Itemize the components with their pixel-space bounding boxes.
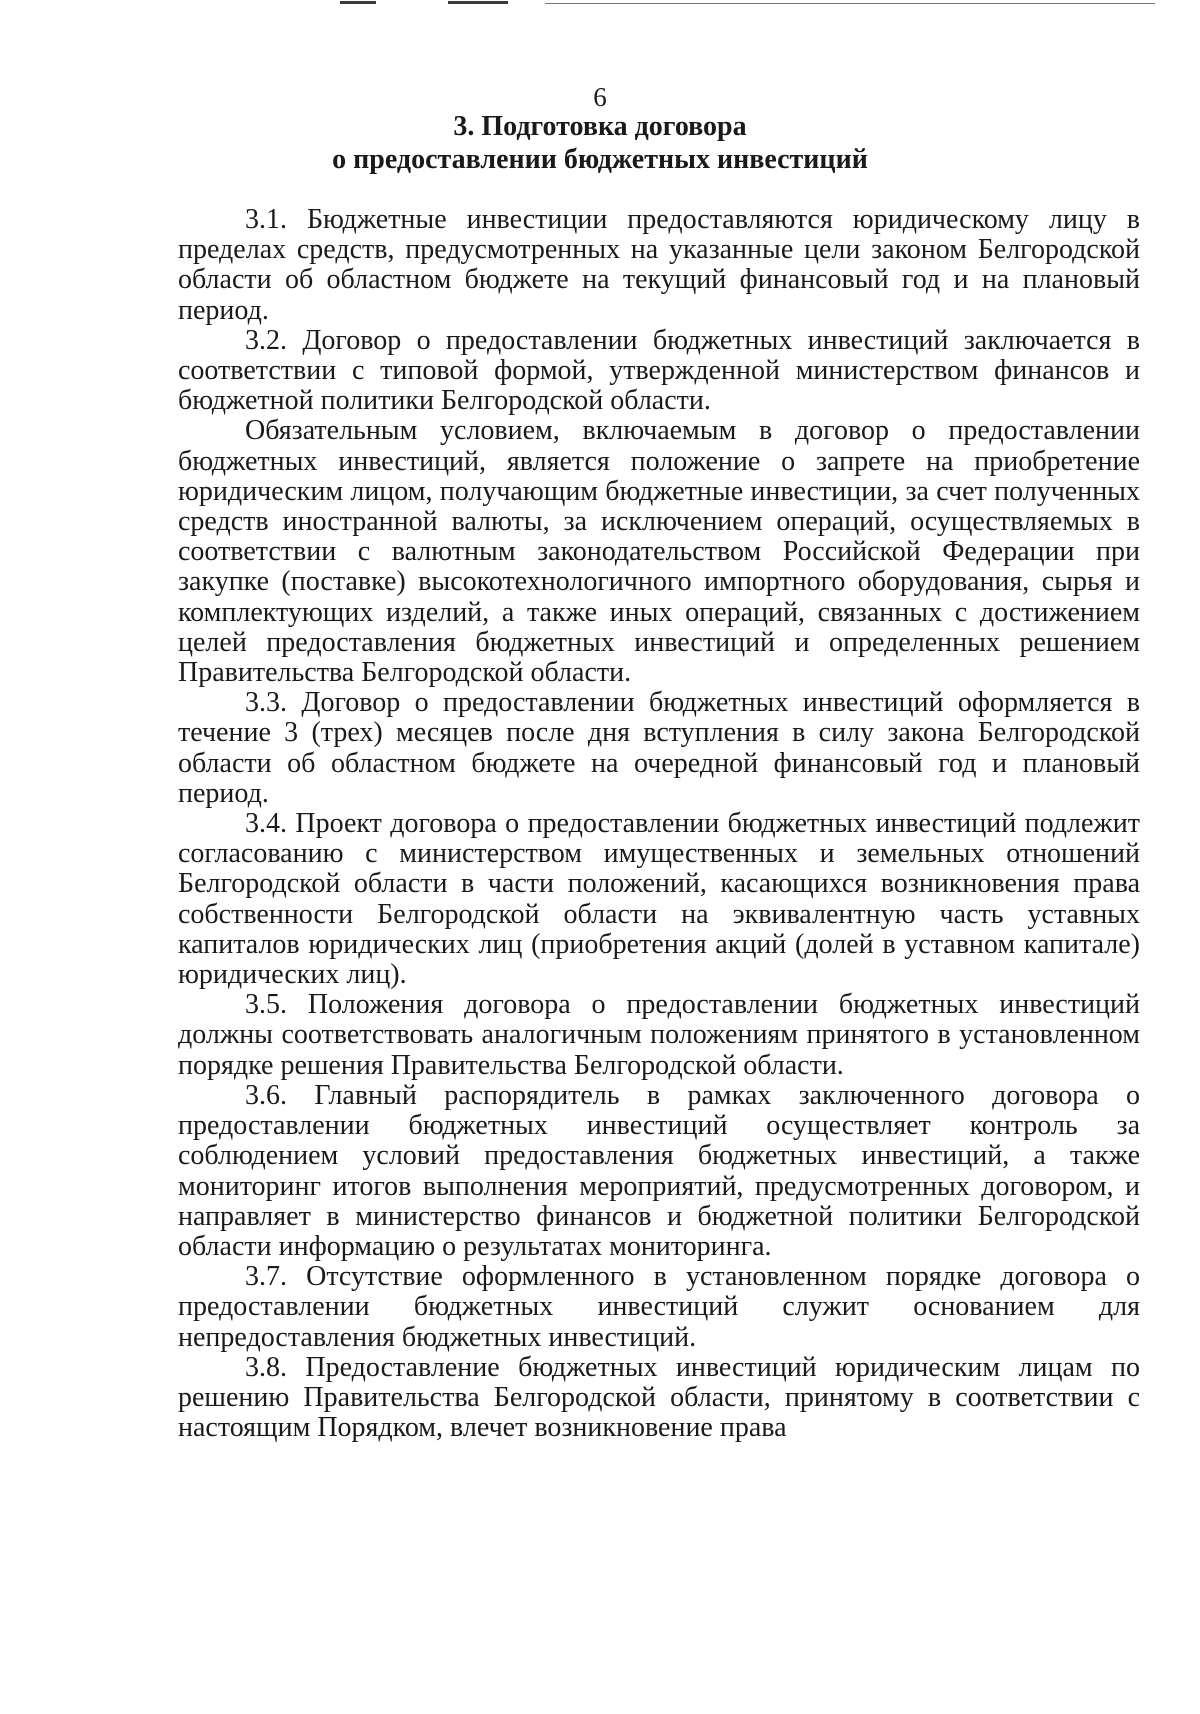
paragraph-3-2-mandatory-condition: Обязательным условием, включаемым в договор о предоставлении бюджетных инвестиций, является положение о запрете на приобретение юридическим лицом, получающим бюджетные инвестиции, за счет полученных средств иностранной валюты, за исключением операций, осуществляемых в соответствии с валютным законодательством Российской Федерации при закупке (поставке) высокотехнологичного импортного оборудования, сырья и комплектующих изделий, а также иных операций, связанных с достижением целей предоставления бюджетных инвестиций и определенных решением Правительства Белгородской области. [178,415,1140,689]
page-number: 6 [593,82,607,112]
scan-edge-mark [448,1,508,4]
paragraph-3-6: 3.6. Главный распорядитель в рамках заключенного договора о предоставлении бюджетных инвестиций осуществляет контроль за соблюдением условий предоставления бюджетных инвестиций, а также мониторинг итогов выполнения мероприятий, предусмотренных договором, и направляет в министерство финансов и бюджетной политики Белгородской области информацию о результатах мониторинга. [178,1079,1140,1262]
section-heading-line-1: 3. Подготовка договора [453,111,747,142]
paragraph-3-7: 3.7. Отсутствие оформленного в установленном порядке договора о предоставлении бюджетных инвестиций служит основанием для непредоставления бюджетных инвестиций. [178,1261,1140,1353]
section-heading [0,110,1200,176]
paragraph-3-4: 3.4. Проект договора о предоставлении бюджетных инвестиций подлежит согласованию с министерством имущественных и земельных отношений Белгородской области в части положений, касающихся возникновения права собственности Белгородской области на эквивалентную часть уставных капиталов юридических лиц (приобретения акций (долей в уставном капитале) юридических лиц). [178,808,1140,991]
document-body [178,205,1140,1443]
paragraph-3-1: 3.1. Бюджетные инвестиции предоставляются юридическому лицу в пределах средств, предусмотренных на указанные цели законом Белгородской области об областном бюджете на текущий финансовый год и на плановый период. [178,204,1140,326]
paragraph-3-8: 3.8. Предоставление бюджетных инвестиций юридическим лицам по решению Правительства Белгородской области, принятому в соответствии с настоящим Порядком, влечет возникновение права [178,1351,1140,1444]
paragraph-3-3: 3.3. Договор о предоставлении бюджетных инвестиций оформляется в течение 3 (трех) месяцев после дня вступления в силу закона Белгородской области об областном бюджете на очередной финансовый год и плановый период. [178,687,1140,809]
paragraph-3-5: 3.5. Положения договора о предоставлении бюджетных инвестиций должны соответствовать аналогичным положениям принятого в установленном порядке решения Правительства Белгородской области. [178,989,1140,1081]
paragraph-3-2: 3.2. Договор о предоставлении бюджетных инвестиций заключается в соответствии с типовой формой, утвержденной министерством финансов и бюджетной политики Белгородской области. [178,324,1140,417]
section-heading-line-2: о предоставлении бюджетных инвестиций [332,144,868,175]
scan-edge-mark [340,1,376,4]
scan-edge-line [545,3,1155,4]
